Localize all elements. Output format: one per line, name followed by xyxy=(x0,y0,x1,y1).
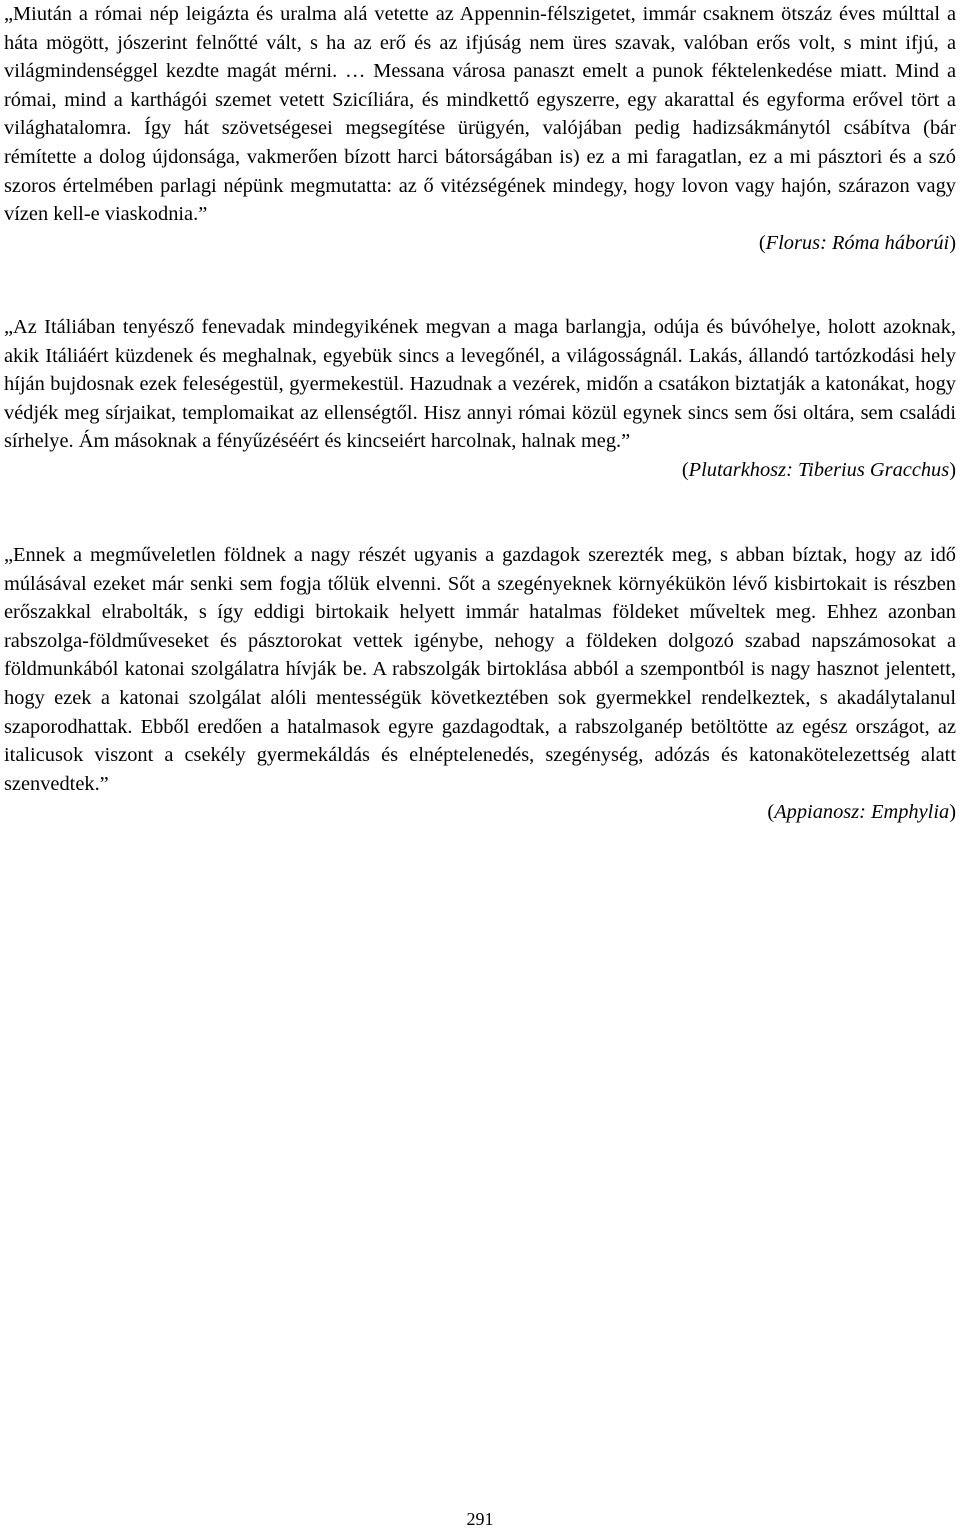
quote-text: „Miután a római nép leigázta és uralma alá vetette az Appennin-félszigetet, immár csaknem ötszáz éves múlttal a háta mögött, jószerint felnőtté vált, s ha az erő és az ifjúság nem üres szavak, valóban erős volt, s mint ifjú, a világmindenséggel kezdte magát mérni. … Messana városa panaszt emelt a punok féktelenkedése miatt. Mind a római, mind a karthágói szemet vetett Szicíliára, és mindkettő egyszerre, egy akarattal és egyforma erővel tört a világhatalomra. Így hát szövetségesei megsegítése ürügyén, valójában pedig hadizsákmánytól csábítva (bár rémítette a dolog újdonsága, vakmerően bízott harci bátorságában is) ez a mi faragatlan, ez a mi pásztori és a szó szoros értelmében parlagi népünk megmutatta: az ő vitézségének mindegy, hogy lovon vagy hajón, szárazon vagy vízen kell-e viaskodnia.” xyxy=(4,3,956,226)
source-author: Appianosz xyxy=(774,801,860,824)
source-author: Plutarkhosz xyxy=(688,458,787,481)
source-author: Florus xyxy=(765,231,821,254)
page-number: 291 xyxy=(466,1509,494,1529)
quote-source: (Florus: Róma háborúi) xyxy=(758,231,956,254)
quote-block-florus xyxy=(4,0,956,257)
source-work: Emphylia xyxy=(871,801,950,824)
source-work: Róma háborúi xyxy=(831,231,950,254)
quote-text: „Az Itáliában tenyésző fenevadak mindegyikének megvan a maga barlangja, odúja és búvóhelye, holott azoknak, akik Itáliáért küzdenek és meghalnak, egyebük sincs a levegőnél, a világosságnál. Lakás, állandó tartózkodási hely híján bujdosnak ezek feleségestül, gyermekestül. Hazudnak a vezérek, midőn a csatákon biztatják a katonákat, hogy védjék meg sírjaikat, templomaikat az ellenségtől. Hisz annyi római közül egynek sincs sem ősi oltára, sem családi sírhelye. Ám másoknak a fényűzéséért és kincseiért harcolnak, halnak meg.” xyxy=(4,316,956,453)
source-work: Tiberius Gracchus xyxy=(797,458,950,481)
quote-block-plutarkhosz xyxy=(4,313,956,485)
quote-source: (Plutarkhosz: Tiberius Gracchus) xyxy=(681,458,956,481)
quote-block-appianosz xyxy=(4,541,956,827)
quote-text: „Ennek a megműveletlen földnek a nagy részét ugyanis a gazdagok szerezték meg, s abban bíztak, hogy az idő múlásával ezeket már senki sem fogja tőlük elvenni. Sőt a szegényeknek környékükön lévő kisbirtokait is részben erőszakkal elrabolták, s így eddigi birtokaik helyett immár hatalmas földeket műveltek meg. Ehhez azonban rabszolga-földműveseket és pásztorokat vettek igénybe, nehogy a földeken dolgozó szabad napszámosokat a földmunkából katonai szolgálatra hívják be. A rabszolgák birtoklása abból a szempontból is nagy hasznot jelentett, hogy ezek a katonai szolgálat alóli mentességük következtében sok gyermekkel rendelkeztek, s akadálytalanul szaporodhattak. Ebből eredően a hatalmasok egyre gazdagodtak, a rabszolganép betöltötte az egész országot, az italicusok viszont a csekély gyermekáldás és elnéptelenedés, szegénység, adózás és katonakötelezettség alatt szenvedtek.” xyxy=(4,544,956,795)
quote-source: (Appianosz: Emphylia) xyxy=(767,801,956,824)
